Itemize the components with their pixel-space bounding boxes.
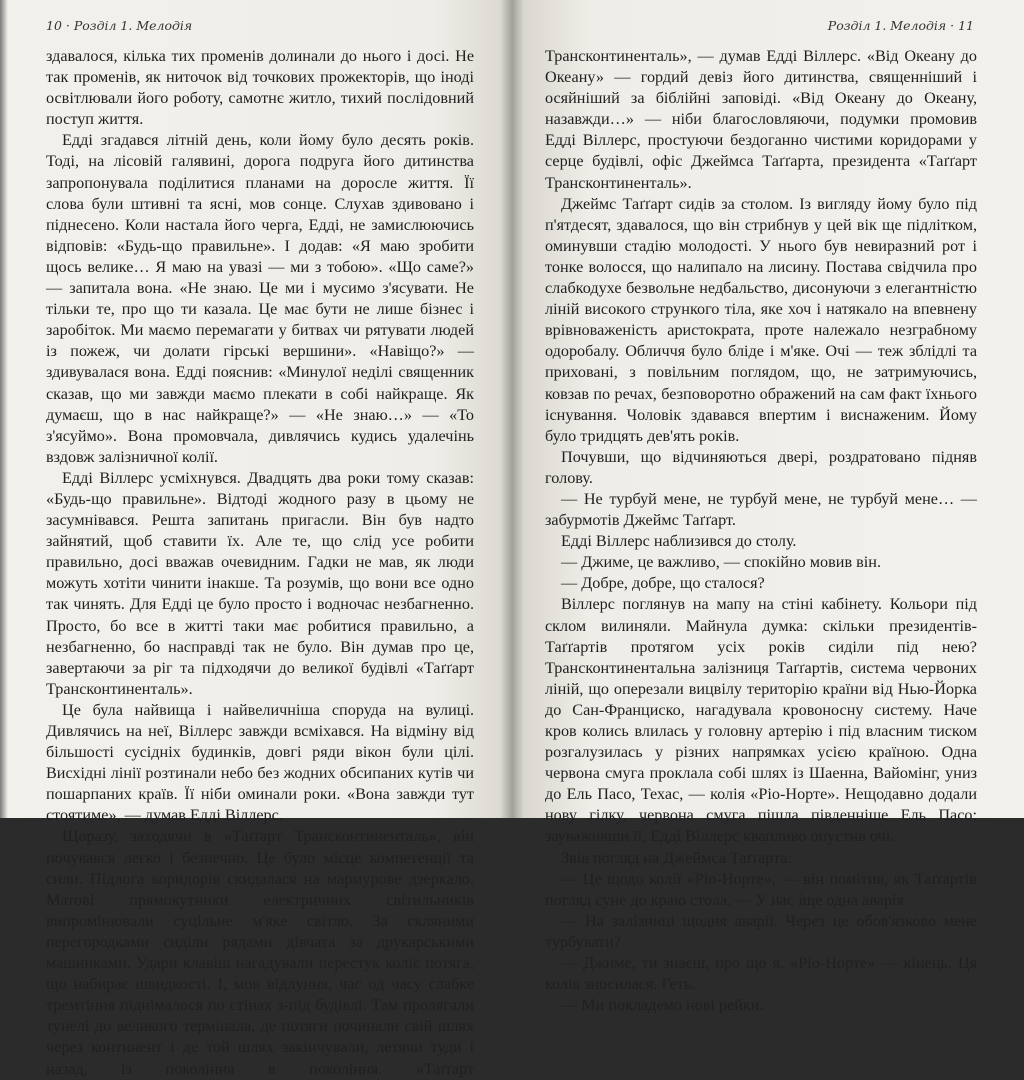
paragraph: Щоразу, заходячи в «Таґґарт Трансконтиненталь», він почувався легко і безпечно. Це було місце компетенції та сили. Підлога коридорів скидалася на мармурове дзеркало. Матові прямокутники електричних світильників випромінювали суцільне м'яке світло. За скляними перегородками сиділи рядами дівчата за друкарськими машинками. Удари клавіш нагадували перестук коліс потяга, що набирає швидкості. І, мов відлуння, час од часу слабке тремтіння піднімалося по стінах з-під будівлі. Там пролягали тунелі до великого термінала, де потяги починали свій шлях через континент і де той шлях закінчували, летячи туди і назад, із покоління в покоління. «Таґґарт xyxy=(46,827,474,1078)
left-page xyxy=(0,0,512,1078)
left-running-header: 10 · Розділ 1. Мелодія xyxy=(46,18,193,33)
paragraph: Едді Віллерс усміхнувся. Двадцять два роки тому сказав: «Будь-що правильне». Відтоді жодного разу в цьому не засумнівався. Решта запитань пригасли. Він був надто зайнятий, щоб ставити їх. Але те, що слід усе робити правильно, досі вважав очевидним. Гадки не мав, як люди можуть хотіти чинити інакше. Та розумів, що вони все одно так чинять. Для Едді це було просто і водночас незбагненно. Просто, бо все в житті таки має робитися правильно, а незбагненно, бо насправді так не було. Він думав про це, завертаючи за ріг та підходячи до великої будівлі «Таґґарт Трансконтиненталь». xyxy=(46,468,474,698)
paragraph: — Це щодо колії «Ріо-Норте», — він помітив, як Таґґартів погляд суне до краю стола. — У нас іще одна аварія. xyxy=(545,869,977,909)
paragraph: — Добре, добре, що сталося? xyxy=(561,574,765,593)
right-page xyxy=(512,0,1024,1015)
paragraph: Трансконтиненталь», — думав Едді Віллерс. «Від Океану до Океану» — гордий девіз його дитинства, священніший і осяйніший за біблійні заповіді. «Від Океану до Океану, назавжди…» — ніби благословляючи, подумки промовив Едді Віллерс, простуючи бездоганно чистими коридорами у серце будівлі, офіс Джеймса Таґґарта, президента «Таґґарт Трансконтиненталь». xyxy=(545,47,977,192)
left-page-body xyxy=(46,46,474,1080)
book-gutter xyxy=(500,0,524,818)
right-running-header: Розділ 1. Мелодія · 11 xyxy=(827,18,974,33)
paragraph: Едді Віллерс наблизився до столу. xyxy=(561,532,797,551)
paragraph: Джеймс Таґґарт сидів за столом. Із вигляду йому було під п'ятдесят, здавалося, що він стрибнув у цей вік ще підлітком, оминувши стадію молодості. У нього був невиразний рот і тонке волосся, що налипало на лисину. Постава свідчила про слабкодухе безвольне недбальство, дисонуючи з елегантністю ліній високого стрункого тіла, яке хоч і натякало на впевнену врівноваженість аристократа, проте належало незграбному одоробалу. Обличчя було бліде і м'яке. Очі — теж зблідлі та приховані, з повільним поглядом, що, не затримуючись, ковзав по речах, безповоротно ображений на сам факт їхнього існування. Чоловік здавався впертим і виснаженим. Йому було тридцять дев'ять років. xyxy=(545,194,977,445)
paragraph: Це була найвища і найвеличніша споруда на вулиці. Дивлячись на неї, Віллерс завжди всміхався. На відміну від більшості сусідніх будинків, довгі ряди вікон були цілі. Висхідні лінії розтинали небо без жодних обсипаних кутів чи пошарпаних країв. Її ніби оминали роки. «Вона завжди тут стоятиме», — думав Едді Віллерс. xyxy=(46,700,474,825)
paragraph: — Джиме, це важливо, — спокійно мовив він. xyxy=(561,553,881,572)
paragraph: здавалося, кілька тих променів долинали до нього і досі. Не так променів, як ниточок від точкових прожекторів, що іноді освітлювали його роботу, самотнє житло, тихий послідовний поступ життя. xyxy=(46,47,474,129)
paragraph: Віллерс поглянув на мапу на стіні кабінету. Кольори під склом вилиняли. Майнула думка: скільки президентів-Таґґартів протягом усіх років сиділи під нею? Трансконтинентальна залізниця Таґґартів, система червоних ліній, що оперезали вицвілу територію країни від Нью-Йорка до Сан-Франциско, нагадувала кровоносну систему. Наче кров колись влилась у головну артерію і під власним тиском розгалузилась у різних напрямках усією країною. Одна червона смуга проклала собі шлях із Шаенна, Вайомінг, униз до Ель Пасо, Техас, — колія «Ріо-Норте». Нещодавно додали нову гілку, червона смуга пішла південніше Ель Пасо; зауваживши її, Едді Віллерс квапливо опустив очі. xyxy=(545,595,977,846)
right-page-body xyxy=(545,46,977,1016)
paragraph: Почувши, що відчиняються двері, роздратовано підняв голову. xyxy=(545,447,977,487)
paragraph: Едді згадався літній день, коли йому було десять років. Тоді, на лісовій галявині, дорога подруга його дитинства запропонувала поділитися планами на доросле життя. Її слова були штивні та ясні, мов сонце. Слухав здивовано і піднесено. Коли настала його черга, Едді, не замислюючись відповів: «Будь-що правильне». І додав: «Я маю зробити щось велике… Я маю на увазі — ми з тобою». «Що саме?» — запитала вона. «Не знаю. Це ми і мусимо з'ясувати. Не тільки те, про що ти казала. Це має бути не лише бізнес і заробіток. Ми маємо перемагати у битвах чи рятувати людей із пожеж, чи долати гірські вершини». «Навіщо?» — здивувалася вона. Едді пояснив: «Минулої неділі священник сказав, що ми завжди маємо плекати в собі найкраще. Як думаєш, що в нас найкраще?» — «Не знаю…» — «То з'ясуймо». Вона промовчала, дивлячись кудись удалечінь вздовж залізничної колії. xyxy=(46,131,474,466)
paragraph: Звів погляд на Джеймса Таґґарта: xyxy=(561,848,792,867)
paragraph: — На залізниці щодня аварії. Через це обов'язково мене турбувати? xyxy=(545,911,977,951)
paragraph: — Ми покладемо нові рейки. xyxy=(561,996,764,1015)
paragraph: — Не турбуй мене, не турбуй мене, не турбуй мене… — забурмотів Джеймс Таґґарт. xyxy=(545,489,977,530)
paragraph: — Джиме, ти знаєш, про що я. «Ріо-Норте» — кінець. Ця колія зносилася. Геть. xyxy=(545,954,977,994)
page-edge-shadow xyxy=(0,0,8,818)
